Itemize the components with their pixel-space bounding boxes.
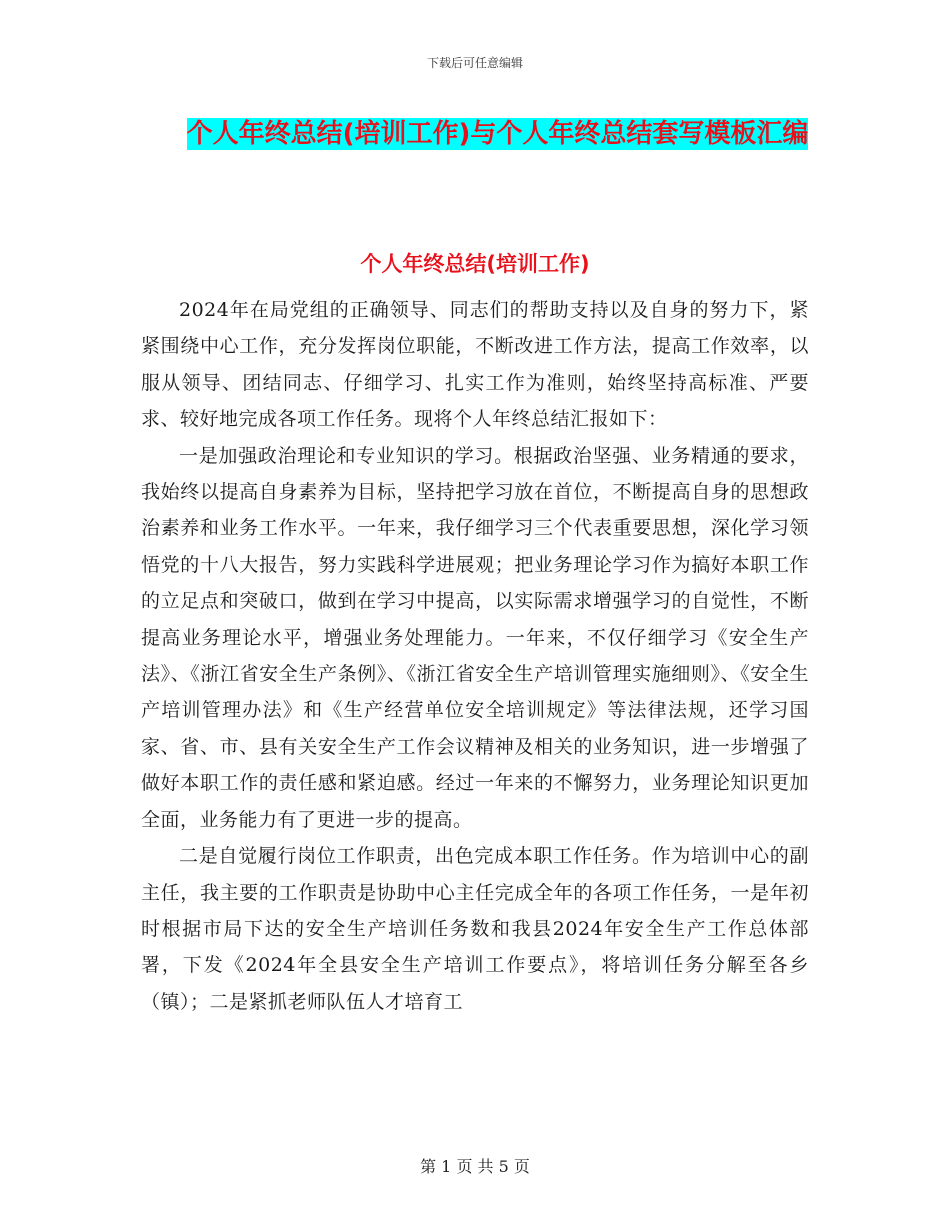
document-body	[141, 292, 809, 1020]
page-number-footer: 第 1 页 共 5 页	[420, 1157, 530, 1176]
header-note: 下载后可任意编辑	[426, 56, 523, 70]
paragraph-intro: 2024年在局党组的正确领导、同志们的帮助支持以及自身的努力下，紧紧围绕中心工作，充分发挥岗位职能，不断改进工作方法，提高工作效率，以服从领导、团结同志、仔细学习、扎实工作为准则，始终坚持高标准、严要求、较好地完成各项工作任务。现将个人年终总结汇报如下：	[141, 299, 809, 431]
paragraph-duties: 二是自觉履行岗位工作职责，出色完成本职工作任务。作为培训中心的副主任，我主要的工作职责是协助中心主任完成全年的各项工作任务，一是年初时根据市局下达的安全生产培训任务数和我县2024年安全生产工作总体部署，下发《2024年全县安全生产培训工作要点》，将培训任务分解至各乡（镇）；二是紧抓老师队伍人才培育工	[141, 845, 809, 1013]
document-title	[140, 110, 855, 158]
document-title-text: 个人年终总结(培训工作)与个人年终总结套写模板汇编	[186, 119, 809, 149]
paragraph-study: 一是加强政治理论和专业知识的学习。根据政治坚强、业务精通的要求，我始终以提高自身素养为目标，坚持把学习放在首位，不断提高自身的思想政治素养和业务工作水平。一年来，我仔细学习三个代表重要思想，深化学习领悟党的十八大报告，努力实践科学进展观；把业务理论学习作为搞好本职工作的立足点和突破口，做到在学习中提高，以实际需求增强学习的自觉性，不断提高业务理论水平，增强业务处理能力。一年来，不仅仔细学习《安全生产法》、《浙江省安全生产条例》、《浙江省安全生产培训管理实施细则》、《安全生产培训管理办法》和《生产经营单位安全培训规定》等法律法规，还学习国家、省、市、县有关安全生产工作会议精神及相关的业务知识，进一步增强了做好本职工作的责任感和紧迫感。经过一年来的不懈努力，业务理论知识更加全面，业务能力有了更进一步的提高。	[141, 444, 809, 831]
section-title: 个人年终总结(培训工作)	[360, 252, 590, 276]
